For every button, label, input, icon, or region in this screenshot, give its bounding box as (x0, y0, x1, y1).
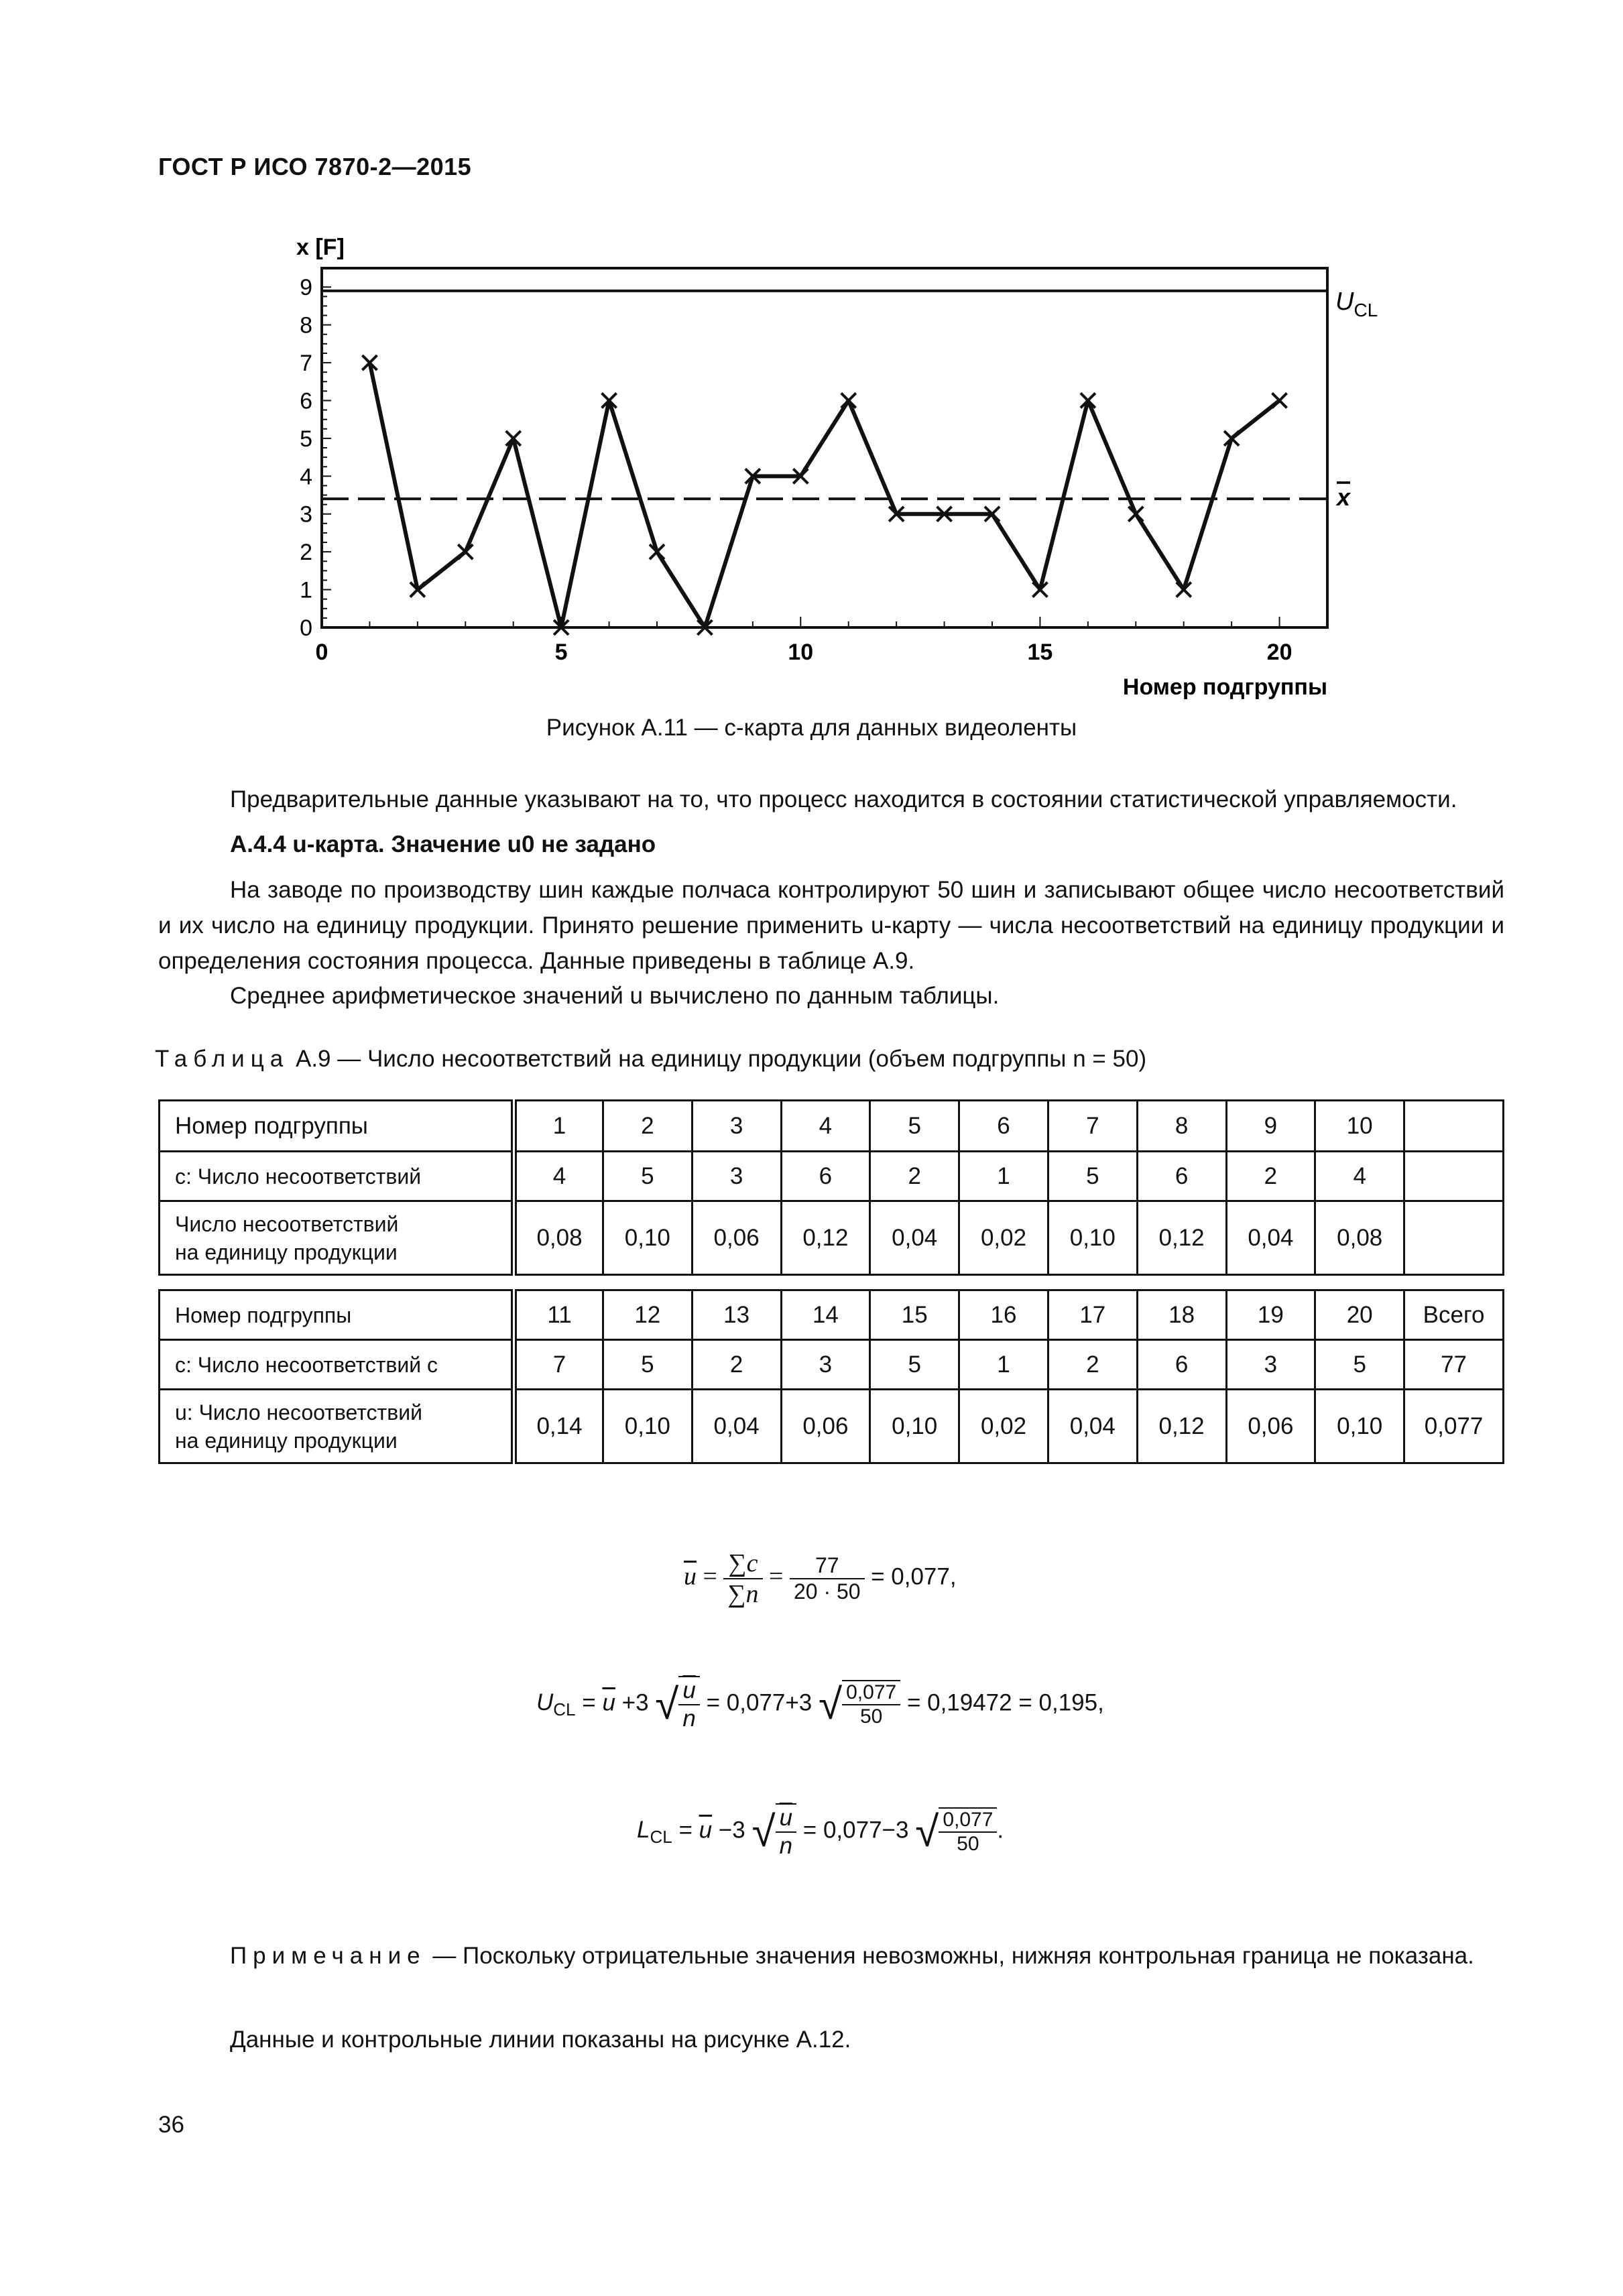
sqrt-num-value: 0,077 (842, 1681, 900, 1705)
table-caption-prefix: Таблица (155, 1046, 290, 1072)
value-numerator: 77 (790, 1553, 865, 1579)
table-caption (155, 1046, 1146, 1073)
table-row (160, 1152, 1504, 1201)
nonconformities-table (158, 1099, 1504, 1464)
table-cell: 0,04 (692, 1390, 781, 1463)
ucl-result: = 0,19472 = 0,195, (906, 1689, 1104, 1716)
table-cell: 0,04 (1226, 1201, 1315, 1275)
table-cell: 8 (1137, 1101, 1226, 1152)
paragraph-3: Среднее арифметическое значений u вычислено по данным таблицы. (230, 983, 1000, 1009)
sqrt-fraction-1 (678, 1676, 699, 1732)
table-cell: 0,10 (603, 1390, 692, 1463)
table-cell: 13 (692, 1290, 781, 1340)
formula-u-bar: $\overline{u}$ (684, 1562, 697, 1591)
row-label-line: u: Число несоответствий (175, 1400, 422, 1425)
y-tick-label: 7 (300, 351, 312, 377)
paragraph-2: На заводе по производству шин каждые полчаса контролируют 50 шин и записывают общее число несоответствий и их число на единицу продукции. Принято решение применить u-карту — числа несоответствий на единицу продукции и определения состояния процесса. Данные приведены в таблице А.9. (158, 877, 1504, 974)
table-cell: 17 (1048, 1290, 1137, 1340)
x-tick-label: 15 (1027, 640, 1053, 665)
table-cell: 12 (603, 1290, 692, 1340)
table-caption-text: А.9 — Число несоответствий на единицу продукции (объем подгруппы n = 50) (295, 1046, 1147, 1072)
table-cell: 3 (692, 1101, 781, 1152)
table-cell: 6 (1137, 1340, 1226, 1390)
sum-fraction (723, 1549, 762, 1609)
y-tick-label: 8 (300, 312, 312, 339)
document-header: ГОСТ Р ИСО 7870-2—2015 (158, 153, 472, 180)
table-cell: 0,077 (1404, 1390, 1504, 1463)
table-cell: 6 (959, 1101, 1048, 1152)
formula-ucl (536, 1676, 1104, 1732)
table-cell (1404, 1201, 1504, 1275)
table-row (160, 1340, 1504, 1390)
table-cell: 0,04 (870, 1201, 959, 1275)
row-label-line: на единицу продукции (175, 1240, 398, 1264)
table-cell: 5 (603, 1340, 692, 1390)
table-cell: 0,06 (692, 1201, 781, 1275)
sqrt-den-n-2: n (779, 1833, 793, 1859)
table-cell: 77 (1404, 1340, 1504, 1390)
y-tick-label: 0 (300, 615, 312, 641)
table-cell: 10 (1315, 1101, 1404, 1152)
sqrt-fraction-2 (842, 1680, 900, 1728)
table-cell: 1 (959, 1152, 1048, 1201)
table-cell: 0,12 (1137, 1201, 1226, 1275)
table-cell: 0,12 (781, 1201, 870, 1275)
table-cell: 0,10 (870, 1390, 959, 1463)
table-cell: 0,10 (1048, 1201, 1137, 1275)
formula-mean-u (684, 1549, 957, 1609)
lcl-period: . (997, 1817, 1004, 1844)
y-tick-label: 1 (300, 577, 312, 603)
note-text: — Поскольку отрицательные значения невозможны, нижняя контрольная граница не показана. (432, 1943, 1474, 1969)
table-cell: 0,04 (1048, 1390, 1137, 1463)
sqrt-den-value-2: 50 (957, 1833, 979, 1855)
row-label-line: Число несоответствий (175, 1211, 399, 1236)
paragraph-4: Данные и контрольные линии показаны на рисунке А.12. (230, 2027, 851, 2053)
row-label-line: на единицу продукции (175, 1428, 398, 1453)
table-cell: 0,06 (781, 1390, 870, 1463)
section-subheading (230, 831, 656, 858)
y-tick-label: 2 (300, 540, 312, 566)
table-cell (1404, 1152, 1504, 1201)
chart-control-lines (322, 291, 1327, 499)
sqrt-icon: √ (655, 1680, 679, 1728)
table-row (160, 1101, 1504, 1152)
table-row (160, 1390, 1504, 1463)
table-cell: 0,12 (1137, 1390, 1226, 1463)
note (158, 1939, 1504, 1973)
table-cell: 1 (514, 1101, 603, 1152)
x-tick-label: 5 (554, 640, 568, 665)
y-tick-label: 9 (300, 275, 312, 301)
table-row (160, 1201, 1504, 1275)
ucl-label-main: U (1335, 287, 1354, 316)
sqrt-fraction-3 (776, 1803, 796, 1860)
c-chart (255, 221, 1408, 704)
value-fraction (790, 1553, 865, 1604)
table-cell: 0,08 (1315, 1201, 1404, 1275)
table-cell: 15 (870, 1290, 959, 1340)
series-line (369, 363, 1279, 627)
equals-sign-2: = (769, 1562, 790, 1591)
table-cell: 2 (870, 1152, 959, 1201)
table-cell: 20 (1315, 1290, 1404, 1340)
table-cell: 4 (1315, 1152, 1404, 1201)
page-number: 36 (158, 2112, 184, 2138)
table-cell: 6 (781, 1152, 870, 1201)
table-cell: 5 (1048, 1152, 1137, 1201)
table-cell: 5 (1315, 1340, 1404, 1390)
table-cell: 5 (603, 1152, 692, 1201)
sqrt-icon-3: √ (752, 1807, 776, 1856)
y-tick-label: 6 (300, 388, 312, 414)
table-cell: 0,14 (514, 1390, 603, 1463)
table-cell: 3 (1226, 1340, 1315, 1390)
lcl-eq: = $\overline{u} -3$ (678, 1817, 745, 1844)
ucl-eq: = $\overline{u} +3$ (582, 1689, 649, 1716)
row-label (160, 1390, 514, 1463)
figure-caption: Рисунок А.11 — c-карта для данных видеоленты (546, 715, 1077, 741)
equals-sign: = (703, 1562, 724, 1591)
sqrt-den-value: 50 (859, 1705, 883, 1728)
table-cell: 0,02 (959, 1390, 1048, 1463)
x-tick-label: 10 (788, 640, 814, 665)
sqrt-fraction-4 (939, 1807, 997, 1856)
sqrt-num-u: u (678, 1677, 699, 1705)
y-tick-label: 4 (300, 464, 312, 490)
table-cell: 0,06 (1226, 1390, 1315, 1463)
table-cell: 19 (1226, 1290, 1315, 1340)
row-label (160, 1201, 514, 1275)
table-cell: 1 (959, 1340, 1048, 1390)
table-cell: 5 (870, 1340, 959, 1390)
sqrt-num-u-2: u (776, 1805, 796, 1833)
table-cell (1404, 1101, 1504, 1152)
sum-denominator: ∑n (727, 1580, 759, 1608)
row-label: Номер подгруппы (160, 1101, 514, 1152)
table-cell: 5 (870, 1101, 959, 1152)
y-axis-title: x [F] (296, 235, 345, 260)
plot-frame (322, 268, 1327, 627)
table-cell: 4 (514, 1152, 603, 1201)
table-cell: 6 (1137, 1152, 1226, 1201)
row-label: c: Число несоответствий c (160, 1340, 514, 1390)
table-cell: 16 (959, 1290, 1048, 1340)
ucl-symbol: $U_{CL}$ (536, 1689, 576, 1720)
table-separator (160, 1275, 1504, 1290)
chart-axes (322, 268, 1327, 627)
ucl-mid: = 0,077+3 (706, 1689, 813, 1716)
y-tick-label: 5 (300, 426, 312, 452)
table-cell: 9 (1226, 1101, 1315, 1152)
table-cell: 3 (692, 1152, 781, 1201)
chart-labels (296, 235, 1378, 700)
table-cell: 0,10 (603, 1201, 692, 1275)
value-denominator: 20 · 50 (793, 1579, 861, 1604)
table-cell: 2 (1048, 1340, 1137, 1390)
table-cell: Всего (1404, 1290, 1504, 1340)
table-cell: 2 (603, 1101, 692, 1152)
table-cell: 2 (1226, 1152, 1315, 1201)
subheading-text: А.4.4 u-карта. Значение u0 не задано (230, 831, 656, 857)
table-cell: 4 (781, 1101, 870, 1152)
table-cell: 14 (781, 1290, 870, 1340)
table-row (160, 1290, 1504, 1340)
table-cell: 18 (1137, 1290, 1226, 1340)
chart-series (362, 355, 1286, 635)
separator-cell (160, 1275, 1504, 1290)
sqrt-icon-4: √ (915, 1807, 939, 1856)
x-axis-title: Номер подгруппы (1122, 674, 1327, 700)
y-tick-label: 3 (300, 501, 312, 528)
table-cell: 0,10 (1315, 1390, 1404, 1463)
table-cell: 7 (1048, 1101, 1137, 1152)
formula-lcl (637, 1803, 1004, 1860)
ucl-label (1335, 288, 1378, 320)
paragraph-1: Предварительные данные указывают на то, что процесс находится в состоянии статистической управляемости. (230, 786, 1457, 812)
table-cell: 0,08 (514, 1201, 603, 1275)
x-tick-label: 0 (315, 640, 328, 665)
row-label: Номер подгруппы (160, 1290, 514, 1340)
sum-numerator: ∑c (723, 1549, 762, 1579)
formula-1-result: = 0,077, (871, 1563, 957, 1590)
ucl-label-sub: CL (1354, 299, 1378, 320)
table-cell: 7 (514, 1340, 603, 1390)
sqrt-den-n: n (682, 1705, 696, 1732)
sqrt-num-value-2: 0,077 (939, 1809, 997, 1833)
table-cell: 3 (781, 1340, 870, 1390)
center-label: x (1337, 483, 1351, 511)
lcl-mid: = 0,077−3 (802, 1817, 909, 1844)
x-tick-label: 20 (1266, 640, 1293, 665)
data-point (1272, 393, 1287, 408)
sqrt-icon-2: √ (819, 1680, 843, 1728)
row-label: c: Число несоответствий (160, 1152, 514, 1201)
lcl-symbol: $L_{CL}$ (637, 1817, 672, 1848)
table-cell: 0,02 (959, 1201, 1048, 1275)
note-prefix: Примечание (230, 1943, 426, 1969)
table-cell: 2 (692, 1340, 781, 1390)
table-cell: 11 (514, 1290, 603, 1340)
